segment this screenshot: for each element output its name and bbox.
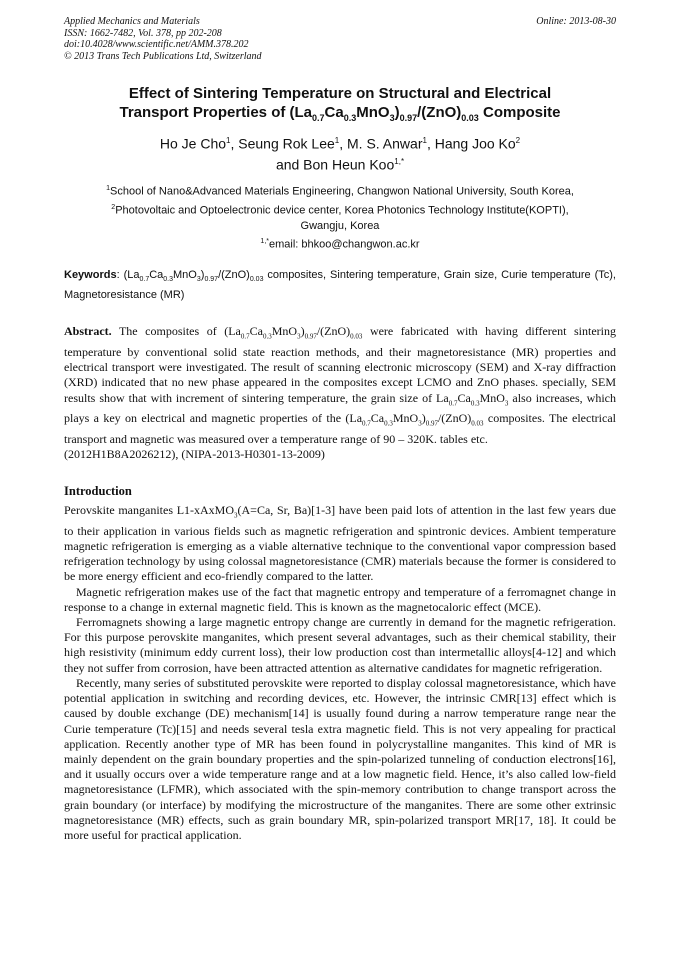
abstract-label: Abstract. [64, 324, 112, 339]
issn-line: ISSN: 1662-7482, Vol. 378, pp 202-208 [64, 27, 222, 39]
authors-line-1: Ho Je Cho$^1$, Seung Rok Lee$^1$, M. S. Anwar$^1$, Hang Joo Ko$^2$ [159, 135, 521, 152]
intro-paragraph-4: Recently, many series of substituted perovskite were reported to display colossal magnetoresistance, which have potential application in switching and recording devices, etc. However, the intrinsic CMR[13] effect which is caused by double exchange (DE) mechanism[14] is usually found during a narrow temperature range near the Curie temperature (Tc)[15] and needs several tesla extra magnetic field. This is not very appealing for practical application. Recently another type of MR has been found in polycrystalline manganites. This kind of MR is mainly dependent on the grain boundary properties and the spin-polarized tunneling of conduction electrons[16], and it usually occurs over a wide temperature range and at a low magnetic field. Hence, it’s also called low-field magnetoresistance (LFMR), which associated with the spin-memory contribution to change transport across the grain boundary (or interface) by modifying the microstructure of the manganites. There are some other extrinsic magnetoresistance (MR) effects, such as grain boundary MR, spin-polarized transport MR[17, 18]. It could be more useful for practical application. [64, 675, 616, 842]
journal-name: Applied Mechanics and Materials [64, 16, 200, 27]
affiliations [64, 181, 616, 252]
intro-paragraph-3: Ferromagnets showing a large magnetic entropy change are currently in demand for the magnetic refrigeration. For this purpose perovskite manganites, which present several advantages, such as their chemical stability, their high resistivity (minimum eddy current loss), their low production cost than intermetallic alloys[4-12] and which they not suffer from corrosion, have been attracted attention as alternative candidates for magnetic refrigeration. [64, 615, 616, 675]
authors-line-2: and Bon Heun Koo$^{1,*}$ [275, 156, 405, 173]
affiliation-1: $^1$School of Nano&Advanced Materials Engineering, Changwon National University, South Korea, [106, 185, 574, 198]
title-line-1: Effect of Sintering Temperature on Structural and Electrical [128, 85, 552, 102]
corresponding-email: $^{1,*}$email: bhkoo@changwon.ac.kr [260, 237, 420, 251]
journal-header [64, 16, 616, 62]
copyright-line: © 2013 Trans Tech Publications Ltd, Switzerland [64, 50, 262, 62]
keywords: Keywords: $(La_{0.7}Ca_{0.3}MnO_3)_{0.97}/(ZnO)_{0.03}$ composites, Sintering temperature, Grain size, Curie temperature (Tc), Magnetoresistance (MR) [64, 269, 616, 301]
keywords-label: Keywords [64, 269, 117, 282]
online-date: Online: 2013-08-30 [536, 16, 616, 27]
intro-paragraph-2: Magnetic refrigeration makes use of the fact that magnetic entropy and temperature of a ferromagnet change in response to a change in external magnetic field. This is known as the magnetocaloric effect (MCE). [64, 584, 616, 614]
doi-line: doi:10.4028/www.scientific.net/AMM.378.202 [64, 39, 249, 50]
affiliation-2: $^2$Photovoltaic and Optoelectronic device center, Korea Photonics Technology Institute(KOPTI), [111, 203, 569, 217]
funding-line: (2012H1B8A2026212), (NIPA-2013-H0301-13-2009) [64, 447, 325, 462]
author-list [64, 132, 616, 173]
abstract: Abstract. The composites of $(La_{0.7}Ca_{0.3}MnO_3)_{0.97}/(ZnO)_{0.03}$ were fabricated with having different sintering temperature by conventional solid state reaction methods, and their magnetoresistance (MR) properties and electrical transport were investigated. The result of scanning electronic microscopy (SEM) and X-ray diffraction (XRD) indicated that no new phase appeared in the composites except LCMO and ZnO phases. specially, SEM results show that with increment of sintering temperature, the grain size of $La_{0.7}Ca_{0.3}MnO_3$ also increases, which plays a key on electrical and magnetic properties of the $(La_{0.7}Ca_{0.3}MnO_3)_{0.97}/(ZnO)_{0.03}$ composites. The electrical transport and magnetic was measured over a temperature range of 90 – 320K. tables etc. (2012H1B8A2026212), (NIPA-2013-H0301-13-2009) [64, 324, 616, 462]
affiliation-2-city: Gwangju, Korea [300, 219, 380, 232]
title-line-2: Transport Properties of $(La_{0.7}Ca_{0.3}MnO_3)_{0.97}/(ZnO)_{0.03}$ Composite [119, 104, 561, 123]
section-heading-introduction: Introduction [64, 484, 132, 499]
paper-title [64, 84, 616, 128]
intro-paragraph-1: Perovskite manganites L1-xAxMO$_3$(A=Ca, Sr, Ba)[1-3] have been paid lots of attention in the last few years due to their application in various fields such as magnetic refrigeration and spintronic devices. Ambient temperature magnetic refrigeration is emerging as a viable alternative technique to the conventional vapor compression based refrigeration technology by using colossal magnetoresistance (CMR) materials because the former is considered to be more energy efficient and eco-friendly compared to the latter. [64, 503, 616, 584]
